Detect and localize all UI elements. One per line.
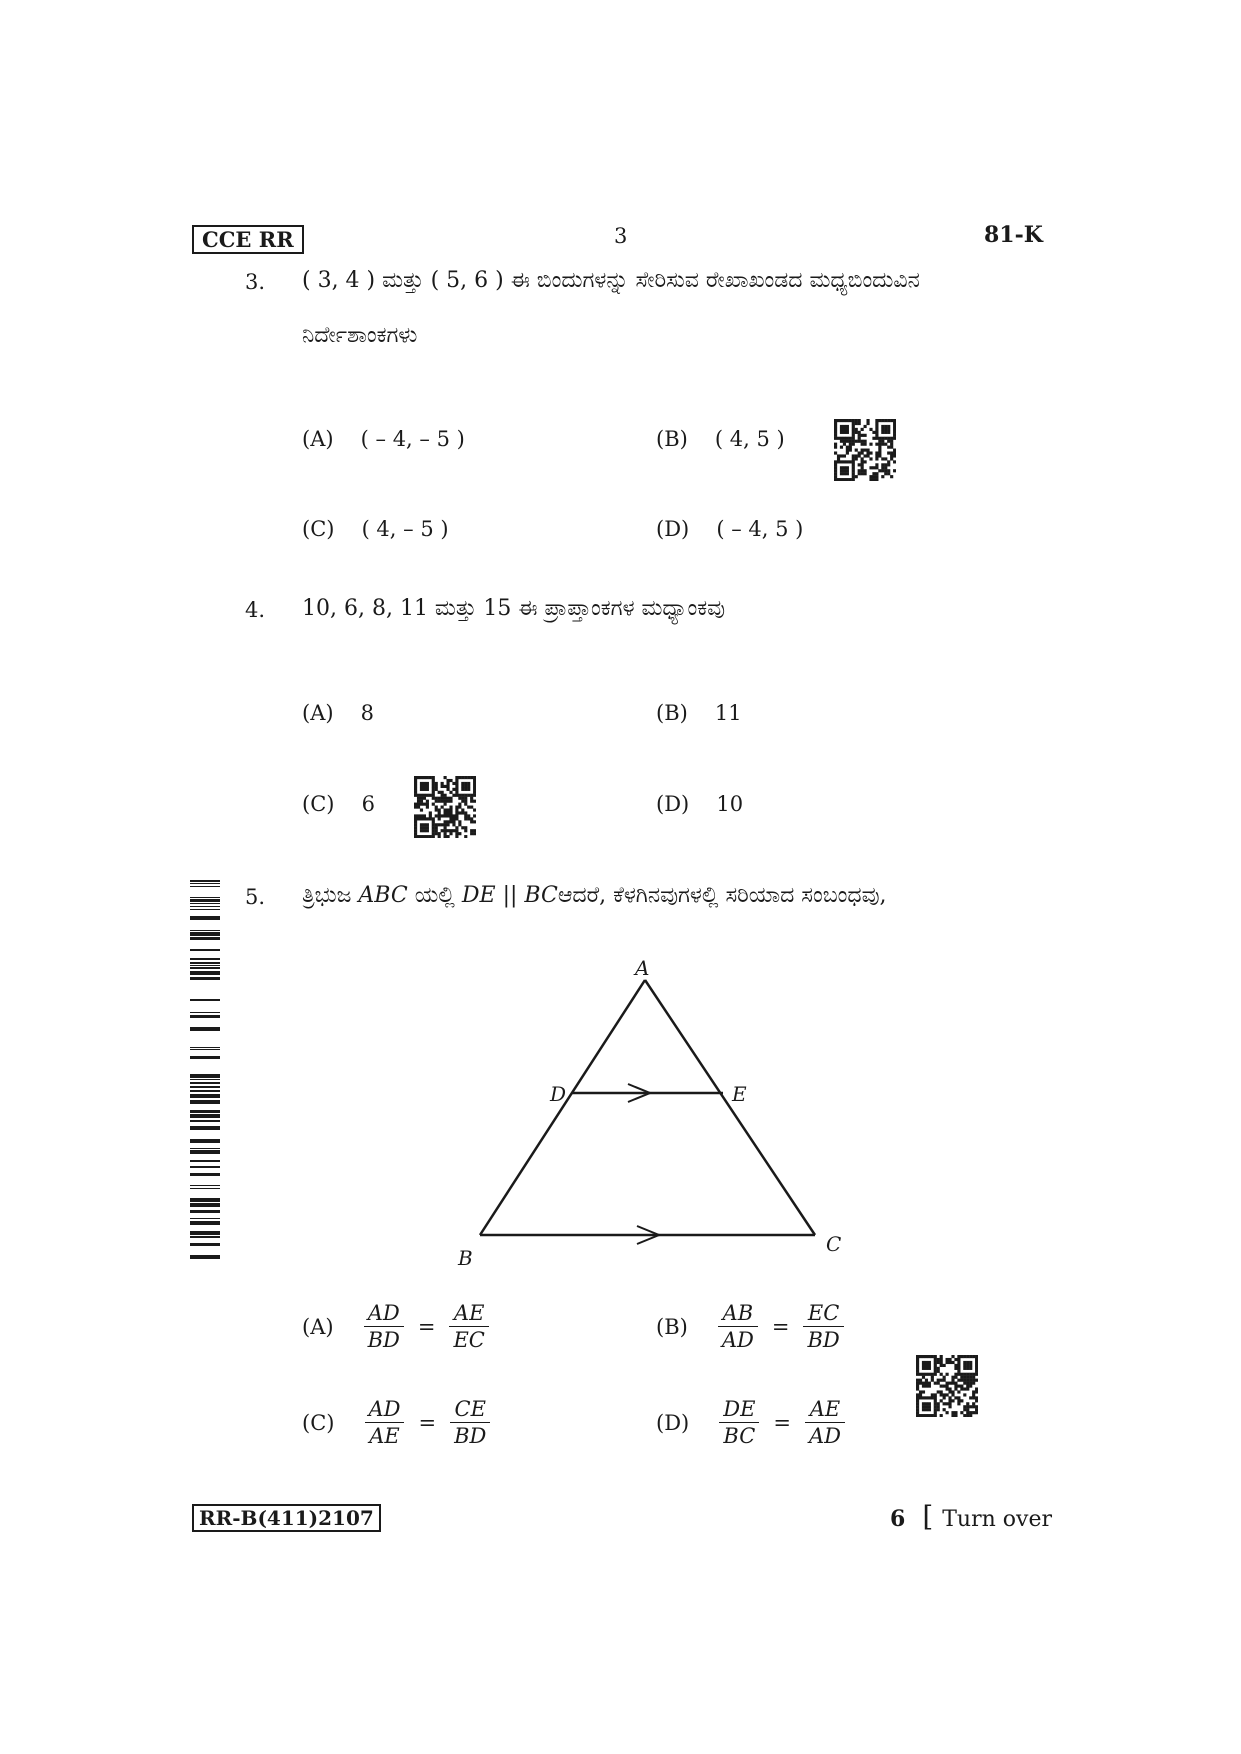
option-value: ( 4, 5 ) [714,427,785,451]
q3-option-a [302,427,465,451]
option-label: (A) [302,1314,334,1339]
q3-text-line1: ( 3, 4 ) ಮತ್ತು ( 5, 6 ) ಈ ಬಿಂದುಗಳನ್ನು ಸೇರಿಸುವ ರೇಖಾಖಂಡದ ಮಧ್ಯಬಿಂದುವಿನ [302,268,920,293]
numerator: CE [454,1397,486,1421]
numerator: AE [809,1397,841,1421]
denominator: BD [803,1326,843,1353]
q5-text-part3: ಆದರೆ, ಕೆಳಗಿನವುಗಳಲ್ಲಿ ಸರಿಯಾದ ಸಂಬಂಧವು, [557,883,887,908]
footer-code: RR-B(411)2107 [199,1506,374,1530]
fraction [450,1396,490,1449]
fraction [805,1396,845,1449]
option-value: 10 [716,792,744,816]
footer-code-box [192,1504,381,1532]
q3-option-b [656,427,785,451]
page-number: 3 [614,224,628,248]
q4-text: 10, 6, 8, 11 ಮತ್ತು 15 ಈ ಪ್ರಾಪ್ತಾಂಕಗಳ ಮಧ್ಯಾಂಕವು [302,596,726,621]
q3-option-c [302,517,449,541]
q3-option-d [656,517,803,541]
fraction [803,1300,843,1353]
numerator: AE [453,1301,485,1325]
equals-sign: = [417,1314,436,1339]
option-label: (D) [656,792,690,816]
fraction [718,1300,758,1353]
fraction [719,1396,759,1449]
q5-text-part1: ತ್ರಿಭುಜ [302,883,352,908]
label-e: E [732,1082,747,1106]
numerator: AB [722,1301,754,1325]
option-value: ( – 4, 5 ) [716,517,804,541]
option-label: (B) [656,427,688,451]
side-ac [645,980,815,1235]
q4-number: 4. [245,598,266,622]
option-label: (C) [302,517,335,541]
option-value: 11 [714,701,742,725]
q5-de: DE [461,883,496,908]
option-value: ( – 4, – 5 ) [360,427,465,451]
option-label: (C) [302,1410,335,1435]
qr-code-icon [834,419,896,481]
q5-option-c [302,1396,490,1449]
q5-parallel: || [502,883,518,908]
q4-option-c [302,792,375,816]
denominator: BD [450,1422,490,1449]
q5-option-b [656,1300,844,1353]
denominator: AD [718,1326,758,1353]
denominator: EC [449,1326,488,1353]
numerator: AD [367,1301,400,1325]
option-value: ( 4, – 5 ) [361,517,449,541]
denominator: BC [719,1422,759,1449]
option-label: (A) [302,701,334,725]
q3-text-line2: ನಿರ್ದೇಶಾಂಕಗಳು [302,323,418,348]
q5-bc: BC [524,883,558,908]
q5-text-part2: ಯಲ್ಲಿ [414,883,455,908]
label-a: A [635,956,650,980]
footer-turn-over [890,1500,1052,1533]
numerator: DE [723,1397,756,1421]
header-code-box [192,225,304,254]
option-label: (C) [302,792,335,816]
equals-sign: = [771,1314,790,1339]
q5-abc: ABC [358,883,408,908]
numerator: EC [807,1301,840,1325]
option-label: (B) [656,701,688,725]
header-cce-rr: CCE RR [202,227,294,252]
paper-code: 81-K [984,222,1043,248]
q4-option-d [656,792,743,816]
triangle-figure [430,945,860,1275]
denominator: AE [365,1422,404,1449]
turn-over-text: Turn over [942,1507,1052,1532]
q4-option-a [302,701,374,725]
option-value: 8 [360,701,375,725]
q4-option-b [656,701,742,725]
option-label: (B) [656,1314,688,1339]
fraction [449,1300,488,1353]
bracket: [ [922,1500,934,1533]
option-value: 6 [361,792,375,816]
q3-number: 3. [245,270,266,294]
qr-code-icon [916,1355,978,1417]
barcode-icon [190,880,220,1260]
denominator: AD [805,1422,845,1449]
side-ab [480,980,645,1235]
label-b: B [458,1246,473,1270]
equals-sign: = [418,1410,437,1435]
q5-text [302,883,887,908]
option-label: (D) [656,1410,690,1435]
q5-number: 5. [245,885,266,909]
sheet-number: 6 [890,1506,906,1532]
q5-option-d [656,1396,845,1449]
numerator: AD [368,1397,401,1421]
equals-sign: = [773,1410,792,1435]
label-c: C [826,1232,842,1256]
option-label: (D) [656,517,690,541]
denominator: BD [364,1326,404,1353]
fraction [364,1396,404,1449]
option-label: (A) [302,427,334,451]
label-d: D [550,1082,567,1106]
fraction [364,1300,404,1353]
qr-code-icon [414,776,476,838]
q5-option-a [302,1300,489,1353]
